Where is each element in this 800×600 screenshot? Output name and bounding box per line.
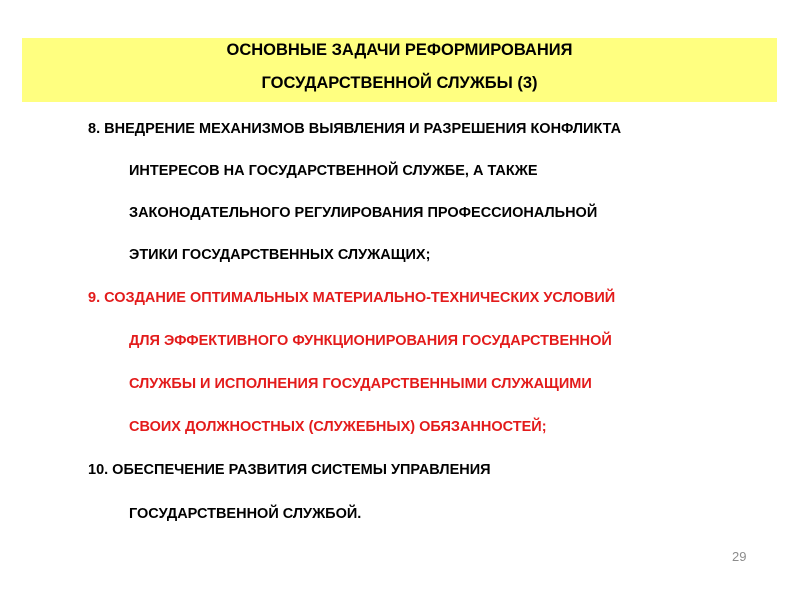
slide-title-line-1: ОСНОВНЫЕ ЗАДАЧИ РЕФОРМИРОВАНИЯ bbox=[226, 41, 573, 59]
item-8-line-1: 8. ВНЕДРЕНИЕ МЕХАНИЗМОВ ВЫЯВЛЕНИЯ И РАЗРЕШЕНИЯ КОНФЛИКТА bbox=[88, 121, 622, 137]
slide-title-box bbox=[22, 38, 777, 102]
item-8-line-3: ЗАКОНОДАТЕЛЬНОГО РЕГУЛИРОВАНИЯ ПРОФЕССИОНАЛЬНОЙ bbox=[129, 205, 598, 221]
page-number: 29 bbox=[732, 549, 747, 564]
item-8-line-4: ЭТИКИ ГОСУДАРСТВЕННЫХ СЛУЖАЩИХ; bbox=[129, 247, 431, 263]
slide-title-line-2: ГОСУДАРСТВЕННОЙ СЛУЖБЫ (3) bbox=[261, 74, 538, 92]
item-9-line-2: ДЛЯ ЭФФЕКТИВНОГО ФУНКЦИОНИРОВАНИЯ ГОСУДАРСТВЕННОЙ bbox=[129, 333, 612, 349]
item-10-line-2: ГОСУДАРСТВЕННОЙ СЛУЖБОЙ. bbox=[129, 506, 362, 522]
item-8-line-2: ИНТЕРЕСОВ НА ГОСУДАРСТВЕННОЙ СЛУЖБЕ, А ТАКЖЕ bbox=[129, 163, 538, 179]
item-9-line-4: СВОИХ ДОЛЖНОСТНЫХ (СЛУЖЕБНЫХ) ОБЯЗАННОСТЕЙ; bbox=[129, 419, 547, 435]
item-9-line-1: 9. СОЗДАНИЕ ОПТИМАЛЬНЫХ МАТЕРИАЛЬНО-ТЕХНИЧЕСКИХ УСЛОВИЙ bbox=[88, 290, 616, 306]
item-10-line-1: 10. ОБЕСПЕЧЕНИЕ РАЗВИТИЯ СИСТЕМЫ УПРАВЛЕНИЯ bbox=[88, 462, 491, 478]
item-9-line-3: СЛУЖБЫ И ИСПОЛНЕНИЯ ГОСУДАРСТВЕННЫМИ СЛУЖАЩИМИ bbox=[129, 376, 592, 392]
